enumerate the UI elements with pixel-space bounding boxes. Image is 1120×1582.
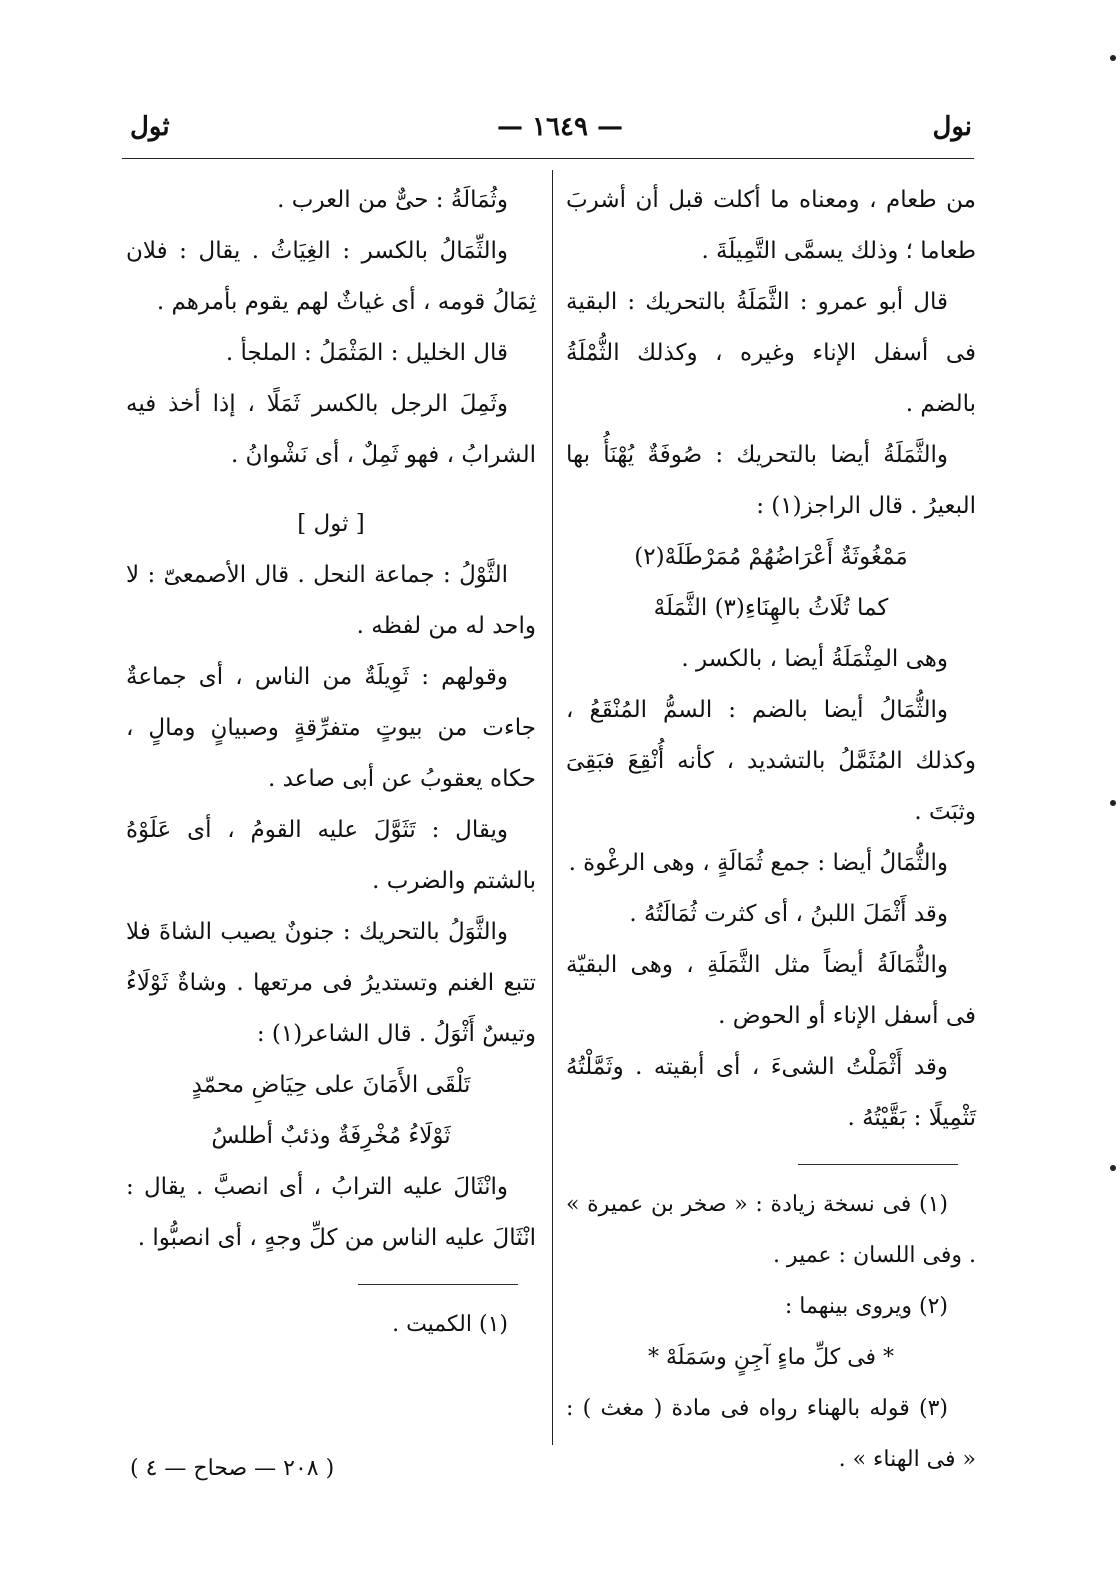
paragraph: وثَمِلَ الرجل بالكسر ثَمَلًا ، إذا أخذ فيه الشرابُ ، فهو ثَمِلٌ ، أى نَشْوانُ . [126, 391, 536, 468]
footnote: (٣) قوله بالهناء رواه فى مادة ( مغث ) : « فى الهناء » . [566, 1396, 976, 1472]
verse-line: تَلْقَى الأَمَانَ على حِيَاضِ محمّدٍ [191, 1072, 471, 1098]
footnote: (١) فى نسخة زيادة : « صخر بن عميرة » . وفى اللسان : عمير . [566, 1192, 976, 1268]
footnote: (٢) ويروى بينهما : [784, 1294, 948, 1319]
verse-line: مَمْغُوثَةٌ أَعْرَاضُهُمْ مُمَرْطَلَهْ(٢) [634, 544, 908, 570]
paragraph: وثُمَالَةُ : حىٌّ من العرب . [277, 187, 508, 213]
right-column [566, 175, 976, 1485]
paragraph: والثِّمَالُ بالكسر : الغِيَاثُ . يقال : فلان ثِمَالُ قومه ، أى غياثٌ لهم يقوم بأمرهم . [126, 238, 536, 315]
paragraph: والثُّمَالَةُ أيضاً مثل الثَّمَلَةِ ، وهى البقيّة فى أسفل الإناء أو الحوض . [566, 952, 976, 1029]
paragraph: وقد أَثْمَلْتُ الشىءَ ، أى أبقيته . وثَمَّلْتُهُ تَثْمِيلًا : بَقَّيْتُهُ . [566, 1054, 976, 1131]
paragraph: وقد أَثْمَلَ اللبنُ ، أى كثرت ثُمَالَتُهُ . [629, 901, 948, 927]
signature-mark: ( ٢٠٨ — صحاح — ٤ ) [130, 1456, 335, 1481]
verse-line: ثَوْلَاءُ مُخْرِفَةٌ وذئبٌ أطلسُ [211, 1123, 451, 1149]
page-number: — ١٦٤٩ — [497, 112, 623, 142]
paragraph: وهى المِثْمَلَةُ أيضا ، بالكسر . [681, 646, 948, 672]
verse-line: كما تُلَاثُ بالهِنَاءِ(٣) الثَّمَلَهْ [653, 595, 889, 621]
paragraph: والثُّمَالُ أيضا بالضم : السمُّ المُنْقَعُ ، وكذلك المُثَمَّلُ بالتشديد ، كأنه أُنْقِعَ فبَقِىَ وثبَتَ . [566, 697, 976, 825]
edge-dot [1110, 55, 1116, 61]
edge-dot [1110, 1165, 1116, 1171]
paragraph: والثُّمَالُ أيضا : جمع ثُمَالَةٍ ، وهى الرغْوة . [568, 850, 948, 876]
paragraph: قال أبو عمرو : الثَّمَلَةُ بالتحريك : البقية فى أسفل الإناء وغيره ، وكذلك الثُّمْلَةُ بالضم . [566, 289, 976, 417]
header-rule [122, 158, 974, 159]
footnote-rule [358, 1284, 518, 1285]
paragraph: الثَّوْلُ : جماعة النحل . قال الأصمعىّ : لا واحد له من لفظه . [126, 562, 536, 639]
paragraph: ويقال : تَثَوَّلَ عليه القومُ ، أى عَلَوْهُ بالشتم والضرب . [126, 817, 536, 894]
footnote-verse: * فى كلِّ ماءٍ آجِنٍ وسَمَلَهْ * [647, 1345, 895, 1370]
left-column [126, 175, 536, 1350]
paragraph: والثَّمَلَةُ أيضا بالتحريك : صُوفَةٌ يُهْنَأُ بها البعيرُ . قال الراجز(١) : [566, 442, 976, 519]
header-root-word-right: نول [932, 112, 972, 142]
edge-dot [1110, 800, 1116, 806]
section-title: [ ثول ] [297, 511, 365, 537]
footnote-rule [798, 1164, 958, 1165]
paragraph: والثَّوَلُ بالتحريك : جنونٌ يصيب الشاةَ فلا تتبع الغنم وتستديرُ فى مرتعها . وشاةٌ ثَوْلَاءُ وتيسٌ أَثْوَلُ . قال الشاعر(١) : [126, 919, 536, 1047]
footnote: (١) الكميت . [392, 1312, 508, 1337]
paragraph: من طعام ، ومعناه ما أكلت قبل أن أشربَ طعاما ؛ وذلك يسمَّى التَّمِيلَةَ . [566, 187, 976, 264]
header-root-word-left: ثول [130, 112, 170, 142]
paragraph: وقولهم : ثَوِيلَةٌ من الناس ، أى جماعةٌ جاءت من بيوتٍ متفرِّقةٍ وصبيانٍ ومالٍ ، حكاه يعقوبُ عن أبى صاعد . [126, 664, 536, 792]
paragraph: وانْثَالَ عليه الترابُ ، أى انصبَّ . يقال : انْثَالَ عليه الناس من كلِّ وجهٍ ، أى انصبُّوا . [126, 1174, 536, 1251]
column-divider [552, 170, 553, 1445]
paragraph: قال الخليل : المَثْمَلُ : الملجأ . [225, 340, 508, 366]
